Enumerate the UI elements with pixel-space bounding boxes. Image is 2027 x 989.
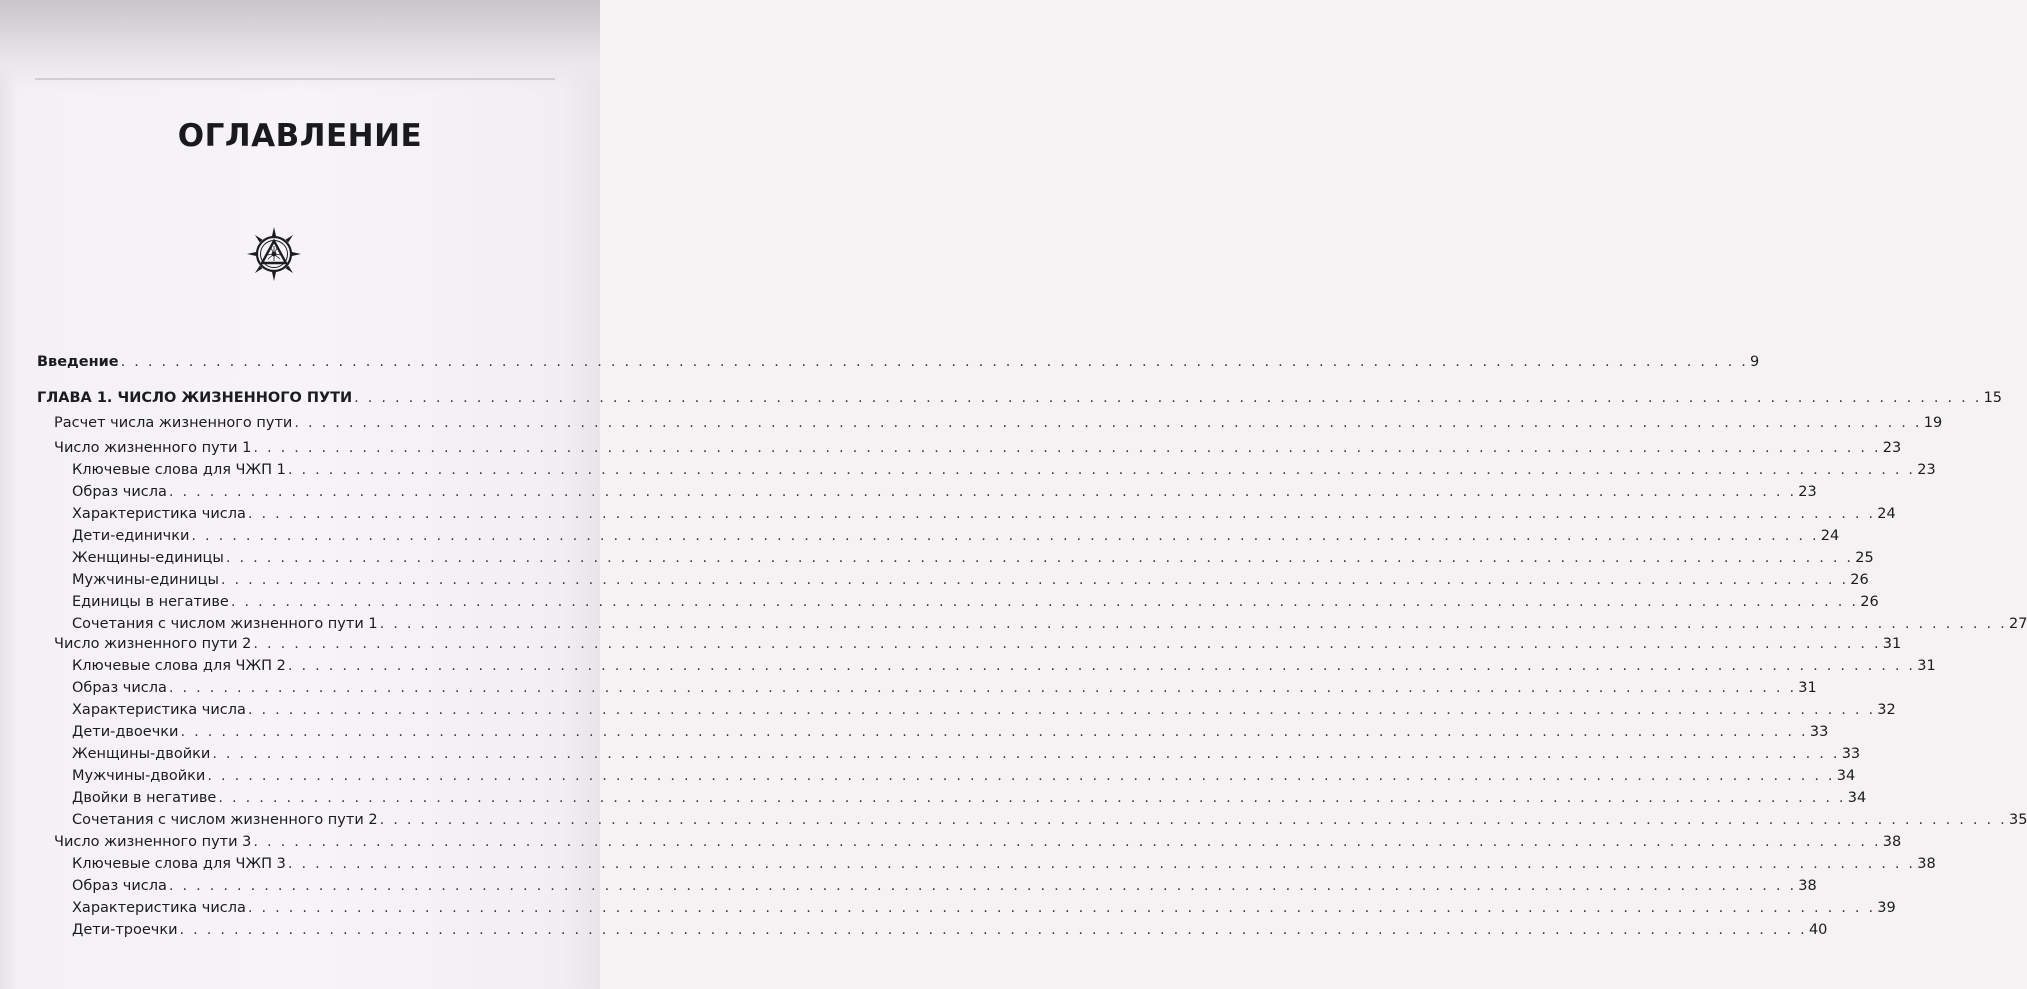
toc-entry (72, 766, 1856, 786)
toc-entry-title: Женщины-единицы (72, 550, 224, 566)
toc-entry (72, 678, 1817, 698)
toc-entry (72, 898, 1896, 918)
toc-page-number: 23 (1882, 440, 1902, 456)
toc-entry (72, 482, 1817, 502)
toc-entry-title: ГЛАВА 1. ЧИСЛО ЖИЗНЕННОГО ПУТИ (37, 390, 353, 406)
toc-entry (72, 504, 1896, 524)
toc-page-number: 34 (1847, 790, 1867, 806)
toc-dot-leader: . . . . . . . . . . . . . . . . . . . . . . . . . . . . . . . . . . . . . . . . . . . . . . . . . . . . . . . . . . . . . . . . . . . . . . . . . . . . . . . . . . . . . . . . . . . . . . . . . . . . . . . . . . . . . . . . . . . . . . . . (168, 878, 1797, 894)
toc-entry-title: Мужчины-двойки (72, 768, 206, 784)
toc-entry-title: Образ числа (72, 680, 167, 696)
toc-entry-title: Двойки в негативе (72, 790, 217, 806)
page-title: ОГЛАВЛЕНИЕ (177, 118, 423, 154)
toc-entry (72, 920, 1828, 940)
toc-entry-title: Образ числа (72, 878, 167, 894)
toc-entry-title: Характеристика числа (72, 900, 246, 916)
toc-entry-title: Характеристика числа (72, 702, 246, 718)
toc-dot-leader: . . . . . . . . . . . . . . . . . . . . . . . . . . . . . . . . . . . . . . . . . . . . . . . . . . . . . . . . . . . . . . . . . . . . . . . . . . . . . . . . . . . . . . . . . . . . . . . . . . . . . . . . . . . . . . . . . . . . . . . . (179, 922, 1807, 938)
toc-entry-title: Расчет числа жизненного пути (54, 415, 293, 431)
toc-entry (72, 722, 1829, 742)
toc-page-number: 23 (1798, 484, 1817, 500)
toc-page-number: 33 (1841, 746, 1861, 762)
toc-entry (72, 788, 1867, 808)
toc-page-number: 31 (1882, 636, 1902, 652)
toc-entry-title: Дети-двоечки (72, 724, 179, 740)
toc-entry (72, 744, 1861, 764)
toc-page-number: 33 (1809, 724, 1829, 740)
toc-page-number: 38 (1917, 856, 1936, 872)
toc-entry (72, 810, 2027, 830)
toc-dot-leader: . . . . . . . . . . . . . . . . . . . . . . . . . . . . . . . . . . . . . . . . . . . . . . . . . . . . . . . . . . . . . . . . . . . . . . . . . . . . . . . . . . . . . . . . . . . . . . . . . . . . . . . . . . . . . . . . . . . . . . . . (247, 702, 1876, 718)
toc-entry (72, 700, 1896, 720)
toc-entry (54, 438, 1902, 458)
toc-entry-title: Сочетания с числом жизненного пути 2 (72, 812, 378, 828)
toc-page-number: 32 (1877, 702, 1896, 718)
toc-entry (37, 352, 1760, 372)
toc-page-number: 31 (1917, 658, 1936, 674)
toc-entry (72, 592, 1879, 612)
toc-page-number: 26 (1850, 572, 1869, 588)
toc-entry (72, 656, 1936, 676)
toc-page-number: 24 (1877, 506, 1896, 522)
toc-entry-title: Ключевые слова для ЧЖП 1 (72, 462, 286, 478)
toc-dot-leader: . . . . . . . . . . . . . . . . . . . . . . . . . . . . . . . . . . . . . . . . . . . . . . . . . . . . . . . . . . . . . . . . . . . . . . . . . . . . . . . . . . . . . . . . . . . . . . . . . . . . . . . . . . . . . . . . . . . . . . . . (180, 724, 1808, 740)
toc-page-number: 34 (1836, 768, 1856, 784)
toc-page-number: 40 (1808, 922, 1828, 938)
toc-page-number: 26 (1860, 594, 1879, 610)
toc-entry-title: Мужчины-единицы (72, 572, 219, 588)
toc-dot-leader: . . . . . . . . . . . . . . . . . . . . . . . . . . . . . . . . . . . . . . . . . . . . . . . . . . . . . . . . . . . . . . . . . . . . . . . . . . . . . . . . . . . . . . . . . . . . . . . . . . . . . . . . . . . . . . . . . . . . . . . . (218, 790, 1846, 806)
toc-dot-leader: . . . . . . . . . . . . . . . . . . . . . . . . . . . . . . . . . . . . . . . . . . . . . . . . . . . . . . . . . . . . . . . . . . . . . . . . . . . . . . . . . . . . . . . . . . . . . . . . . . . . . . . . . . . . . . . . . . . . . . . . (225, 550, 1854, 566)
toc-dot-leader: . . . . . . . . . . . . . . . . . . . . . . . . . . . . . . . . . . . . . . . . . . . . . . . . . . . . . . . . . . . . . . . . . . . . . . . . . . . . . . . . . . . . . . . . . . . . . . . . . . . . . . . . . . . . . . . . . . . . . . . . (168, 484, 1797, 500)
toc-dot-leader: . . . . . . . . . . . . . . . . . . . . . . . . . . . . . . . . . . . . . . . . . . . . . . . . . . . . . . . . . . . . . . . . . . . . . . . . . . . . . . . . . . . . . . . . . . . . . . . . . . . . . . . . . . . . . . . . . . . . . . . . (220, 572, 1849, 588)
toc-dot-leader: . . . . . . . . . . . . . . . . . . . . . . . . . . . . . . . . . . . . . . . . . . . . . . . . . . . . . . . . . . . . . . . . . . . . . . . . . . . . . . . . . . . . . . . . . . . . . . . . . . . . . . . . . . . . . . . . . . . . . . . . (191, 528, 1819, 544)
toc-dot-leader: . . . . . . . . . . . . . . . . . . . . . . . . . . . . . . . . . . . . . . . . . . . . . . . . . . . . . . . . . . . . . . . . . . . . . . . . . . . . . . . . . . . . . . . . . . . . . . . . . . . . . . . . . . . . . . . . . . . . . . . . (253, 440, 1881, 456)
toc-page-number: 39 (1877, 900, 1896, 916)
toc-entry (72, 614, 2027, 634)
bleed-through-line (35, 78, 555, 80)
toc-page-number: 9 (1750, 354, 1760, 370)
toc-entry-title: Число жизненного пути 2 (54, 636, 252, 652)
toc-page-number: 35 (2008, 812, 2027, 828)
toc-entry (54, 634, 1902, 654)
toc-entry (72, 548, 1874, 568)
toc-page-number: 25 (1855, 550, 1874, 566)
toc-entry-title: Число жизненного пути 3 (54, 834, 252, 850)
toc-dot-leader: . . . . . . . . . . . . . . . . . . . . . . . . . . . . . . . . . . . . . . . . . . . . . . . . . . . . . . . . . . . . . . . . . . . . . . . . . . . . . . . . . . . . . . . . . . . . . . . . . . . . . . . . . . . . . . . . . . . . . . . . (120, 354, 1749, 370)
toc-entry (72, 460, 1936, 480)
toc-dot-leader: . . . . . . . . . . . . . . . . . . . . . . . . . . . . . . . . . . . . . . . . . . . . . . . . . . . . . . . . . . . . . . . . . . . . . . . . . . . . . . . . . . . . . . . . . . . . . . . . . . . . . . . . . . . . . . . . . . . . . . . . (287, 658, 1916, 674)
toc-dot-leader: . . . . . . . . . . . . . . . . . . . . . . . . . . . . . . . . . . . . . . . . . . . . . . . . . . . . . . . . . . . . . . . . . . . . . . . . . . . . . . . . . . . . . . . . . . . . . . . . . . . . . . . . . . . . . . . . . . . . . . . . (287, 462, 1916, 478)
toc-entry-title: Характеристика числа (72, 506, 246, 522)
toc-entry-title: Дети-единички (72, 528, 190, 544)
toc-entry-title: Число жизненного пути 1 (54, 440, 252, 456)
toc-entry-title: Введение (37, 354, 119, 370)
toc-dot-leader: . . . . . . . . . . . . . . . . . . . . . . . . . . . . . . . . . . . . . . . . . . . . . . . . . . . . . . . . . . . . . . . . . . . . . . . . . . . . . . . . . . . . . . . . . . . . . . . . . . . . . . . . . . . . . . . . . . . . . . . . (230, 594, 1859, 610)
toc-entry (72, 854, 1936, 874)
toc-entry (72, 570, 1869, 590)
toc-page-number: 15 (1983, 390, 2003, 406)
toc-dot-leader: . . . . . . . . . . . . . . . . . . . . . . . . . . . . . . . . . . . . . . . . . . . . . . . . . . . . . . . . . . . . . . . . . . . . . . . . . . . . . . . . . . . . . . . . . . . . . . . . . . . . . . . . . . . . . . . . . . . . . . . . (207, 768, 1835, 784)
toc-page-number: 38 (1882, 834, 1902, 850)
toc-entry-title: Ключевые слова для ЧЖП 2 (72, 658, 286, 674)
toc-entry (72, 876, 1817, 896)
toc-dot-leader: . . . . . . . . . . . . . . . . . . . . . . . . . . . . . . . . . . . . . . . . . . . . . . . . . . . . . . . . . . . . . . . . . . . . . . . . . . . . . . . . . . . . . . . . . . . . . . . . . . . . . . . . . . . . . . . . . . . . . . . . (379, 616, 2007, 632)
toc-dot-leader: . . . . . . . . . . . . . . . . . . . . . . . . . . . . . . . . . . . . . . . . . . . . . . . . . . . . . . . . . . . . . . . . . . . . . . . . . . . . . . . . . . . . . . . . . . . . . . . . . . . . . . . . . . . . . . . . . . . . . . . . (168, 680, 1797, 696)
toc-entry-title: Дети-троечки (72, 922, 178, 938)
toc-entry-title: Ключевые слова для ЧЖП 3 (72, 856, 286, 872)
toc-page-number: 38 (1798, 878, 1817, 894)
toc-entry-title: Единицы в негативе (72, 594, 229, 610)
toc-page-number: 19 (1923, 415, 1943, 431)
toc-entry (72, 526, 1840, 546)
toc-entry-title: Образ числа (72, 484, 167, 500)
toc-dot-leader: . . . . . . . . . . . . . . . . . . . . . . . . . . . . . . . . . . . . . . . . . . . . . . . . . . . . . . . . . . . . . . . . . . . . . . . . . . . . . . . . . . . . . . . . . . . . . . . . . . . . . . . . . . . . . . . . . . . . . . . . (294, 415, 1922, 431)
toc-entry (37, 388, 2003, 408)
toc-dot-leader: . . . . . . . . . . . . . . . . . . . . . . . . . . . . . . . . . . . . . . . . . . . . . . . . . . . . . . . . . . . . . . . . . . . . . . . . . . . . . . . . . . . . . . . . . . . . . . . . . . . . . . . . . . . . . . . . . . . . . . . . (253, 636, 1881, 652)
toc-dot-leader: . . . . . . . . . . . . . . . . . . . . . . . . . . . . . . . . . . . . . . . . . . . . . . . . . . . . . . . . . . . . . . . . . . . . . . . . . . . . . . . . . . . . . . . . . . . . . . . . . . . . . . . . . . . . . . . . . . . . . . . . (354, 390, 1982, 406)
toc-entry-title: Сочетания с числом жизненного пути 1 (72, 616, 378, 632)
toc-page-number: 24 (1820, 528, 1840, 544)
toc-dot-leader: . . . . . . . . . . . . . . . . . . . . . . . . . . . . . . . . . . . . . . . . . . . . . . . . . . . . . . . . . . . . . . . . . . . . . . . . . . . . . . . . . . . . . . . . . . . . . . . . . . . . . . . . . . . . . . . . . . . . . . . . (379, 812, 2007, 828)
sun-triangle-emblem-icon (246, 226, 302, 282)
toc-dot-leader: . . . . . . . . . . . . . . . . . . . . . . . . . . . . . . . . . . . . . . . . . . . . . . . . . . . . . . . . . . . . . . . . . . . . . . . . . . . . . . . . . . . . . . . . . . . . . . . . . . . . . . . . . . . . . . . . . . . . . . . . (253, 834, 1881, 850)
toc-dot-leader: . . . . . . . . . . . . . . . . . . . . . . . . . . . . . . . . . . . . . . . . . . . . . . . . . . . . . . . . . . . . . . . . . . . . . . . . . . . . . . . . . . . . . . . . . . . . . . . . . . . . . . . . . . . . . . . . . . . . . . . . (247, 506, 1876, 522)
toc-page-number: 31 (1798, 680, 1817, 696)
toc-dot-leader: . . . . . . . . . . . . . . . . . . . . . . . . . . . . . . . . . . . . . . . . . . . . . . . . . . . . . . . . . . . . . . . . . . . . . . . . . . . . . . . . . . . . . . . . . . . . . . . . . . . . . . . . . . . . . . . . . . . . . . . . (247, 900, 1876, 916)
toc-page-number: 27 (2008, 616, 2027, 632)
toc-entry (54, 832, 1902, 852)
toc-dot-leader: . . . . . . . . . . . . . . . . . . . . . . . . . . . . . . . . . . . . . . . . . . . . . . . . . . . . . . . . . . . . . . . . . . . . . . . . . . . . . . . . . . . . . . . . . . . . . . . . . . . . . . . . . . . . . . . . . . . . . . . . (212, 746, 1840, 762)
toc-page-number: 23 (1917, 462, 1936, 478)
toc-entry (54, 413, 1943, 433)
toc-entry-title: Женщины-двойки (72, 746, 211, 762)
toc-dot-leader: . . . . . . . . . . . . . . . . . . . . . . . . . . . . . . . . . . . . . . . . . . . . . . . . . . . . . . . . . . . . . . . . . . . . . . . . . . . . . . . . . . . . . . . . . . . . . . . . . . . . . . . . . . . . . . . . . . . . . . . . (287, 856, 1916, 872)
